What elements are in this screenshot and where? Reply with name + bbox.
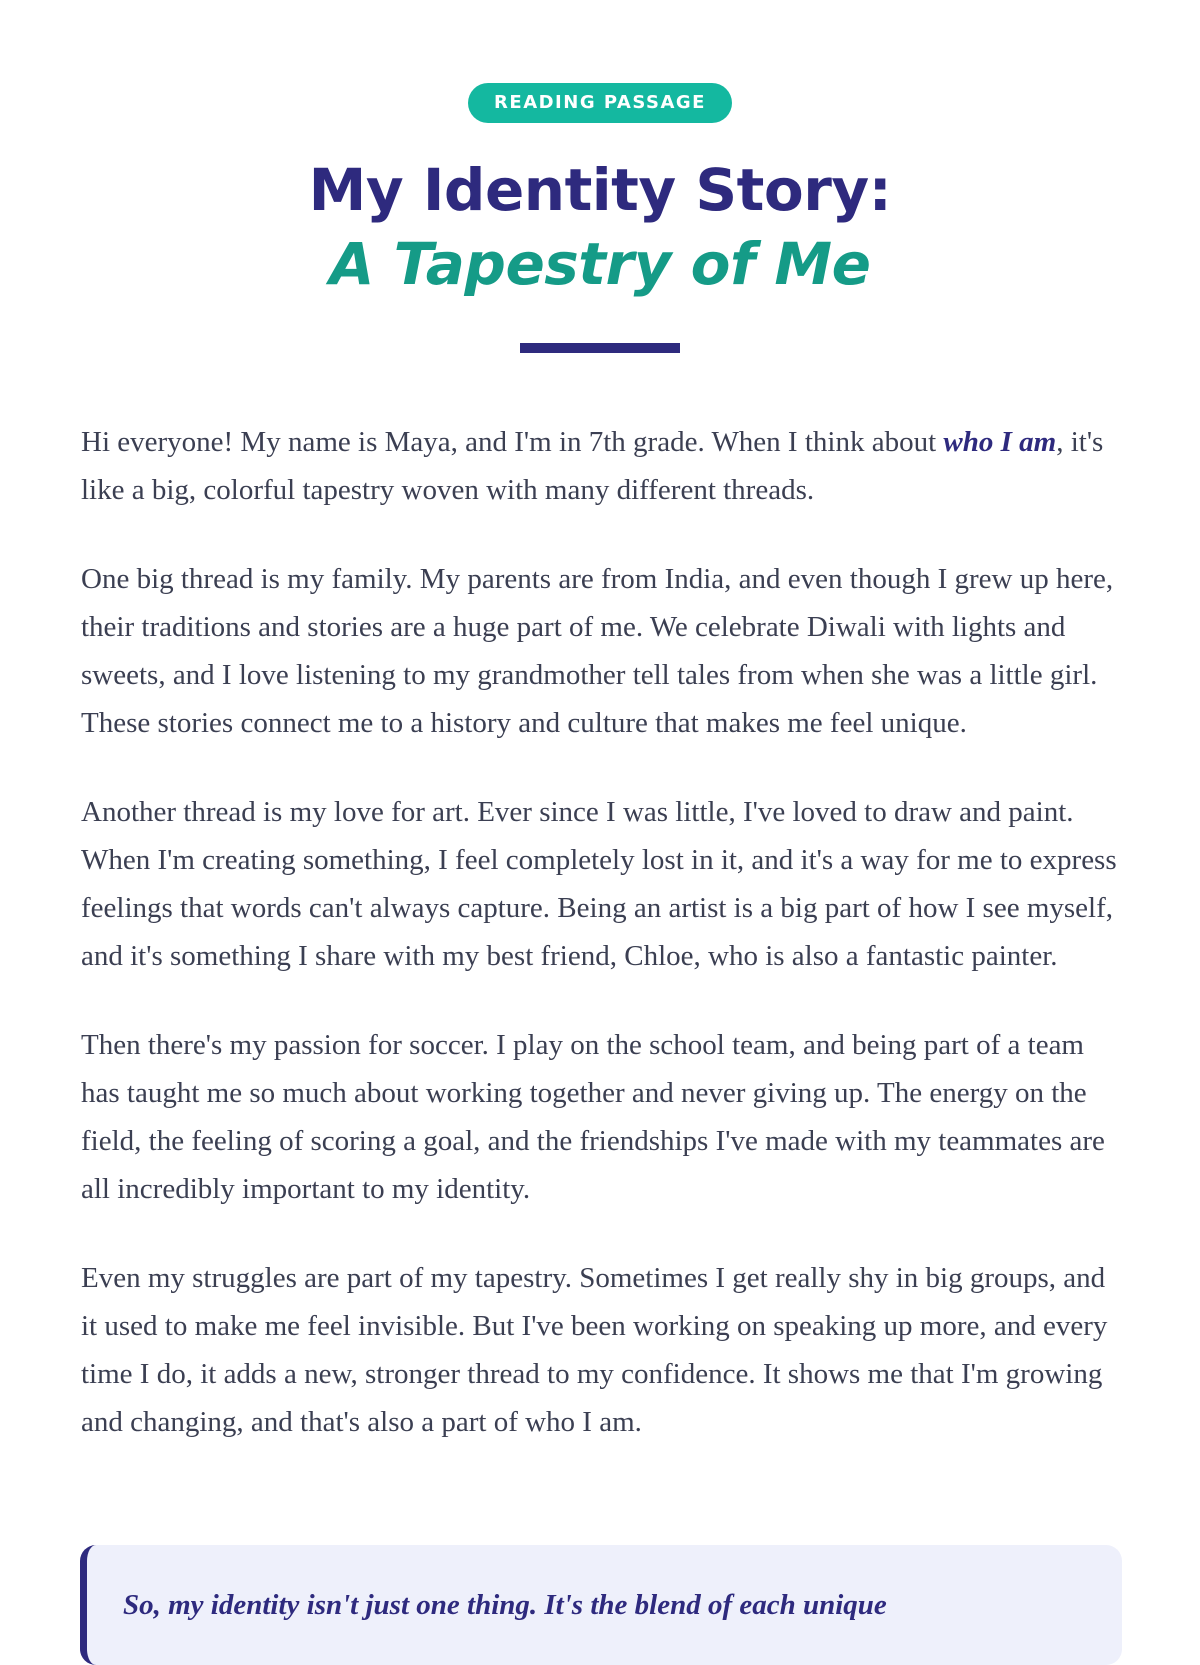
paragraph-family: One big thread is my family. My parents are from India, and even though I grew up here, their traditions and stories are a huge part of me. We celebrate Diwali with lights and sweets, and I love listening to my grandmother tell tales from when she was a little girl. These stories connect me to a history and culture that makes me feel unique. [81,563,1114,739]
passage-header [0,83,1200,353]
conclusion-callout [80,1545,1122,1665]
paragraph-struggles: Even my struggles are part of my tapestry. Sometimes I get really shy in big groups, and it used to make me feel invisible. But I've been working on speaking up more, and every time I do, it adds a new, stronger thread to my confidence. It shows me that I'm growing and changing, and that's also a part of who I am. [81,1262,1108,1438]
paragraph-soccer: Then there's my passion for soccer. I play on the school team, and being part of a team has taught me so much about working together and never giving up. The energy on the field, the feeling of scoring a goal, and the friendships I've made with my teammates are all incredibly important to my identity. [81,1029,1105,1205]
paragraph-intro [81,418,1121,514]
paragraph-art: Another thread is my love for art. Ever since I was little, I've loved to draw and paint. When I'm creating something, I feel completely lost in it, and it's a way for me to express feelings that words can't always capture. Being an artist is a big part of how I see myself, and it's something I share with my best friend, Chloe, who is also a fantastic painter. [81,796,1117,972]
callout-text: So, my identity isn't just one thing. It's the blend of each unique [123,1589,887,1621]
paragraph-intro-text-after: , it's like a big, colorful tapestry woven with many different threads. [81,426,1104,506]
passage-body [81,418,1121,1487]
page-subtitle: A Tapestry of Me [329,230,871,298]
emphasis-who-i-am: who I am [943,426,1057,458]
paragraph-intro-text-before: Hi everyone! My name is Maya, and I'm in 7th grade. When I think about [81,426,944,458]
reading-passage-badge: READING PASSAGE [468,83,732,123]
title-divider [520,343,680,353]
page-title: My Identity Story: [308,156,892,224]
